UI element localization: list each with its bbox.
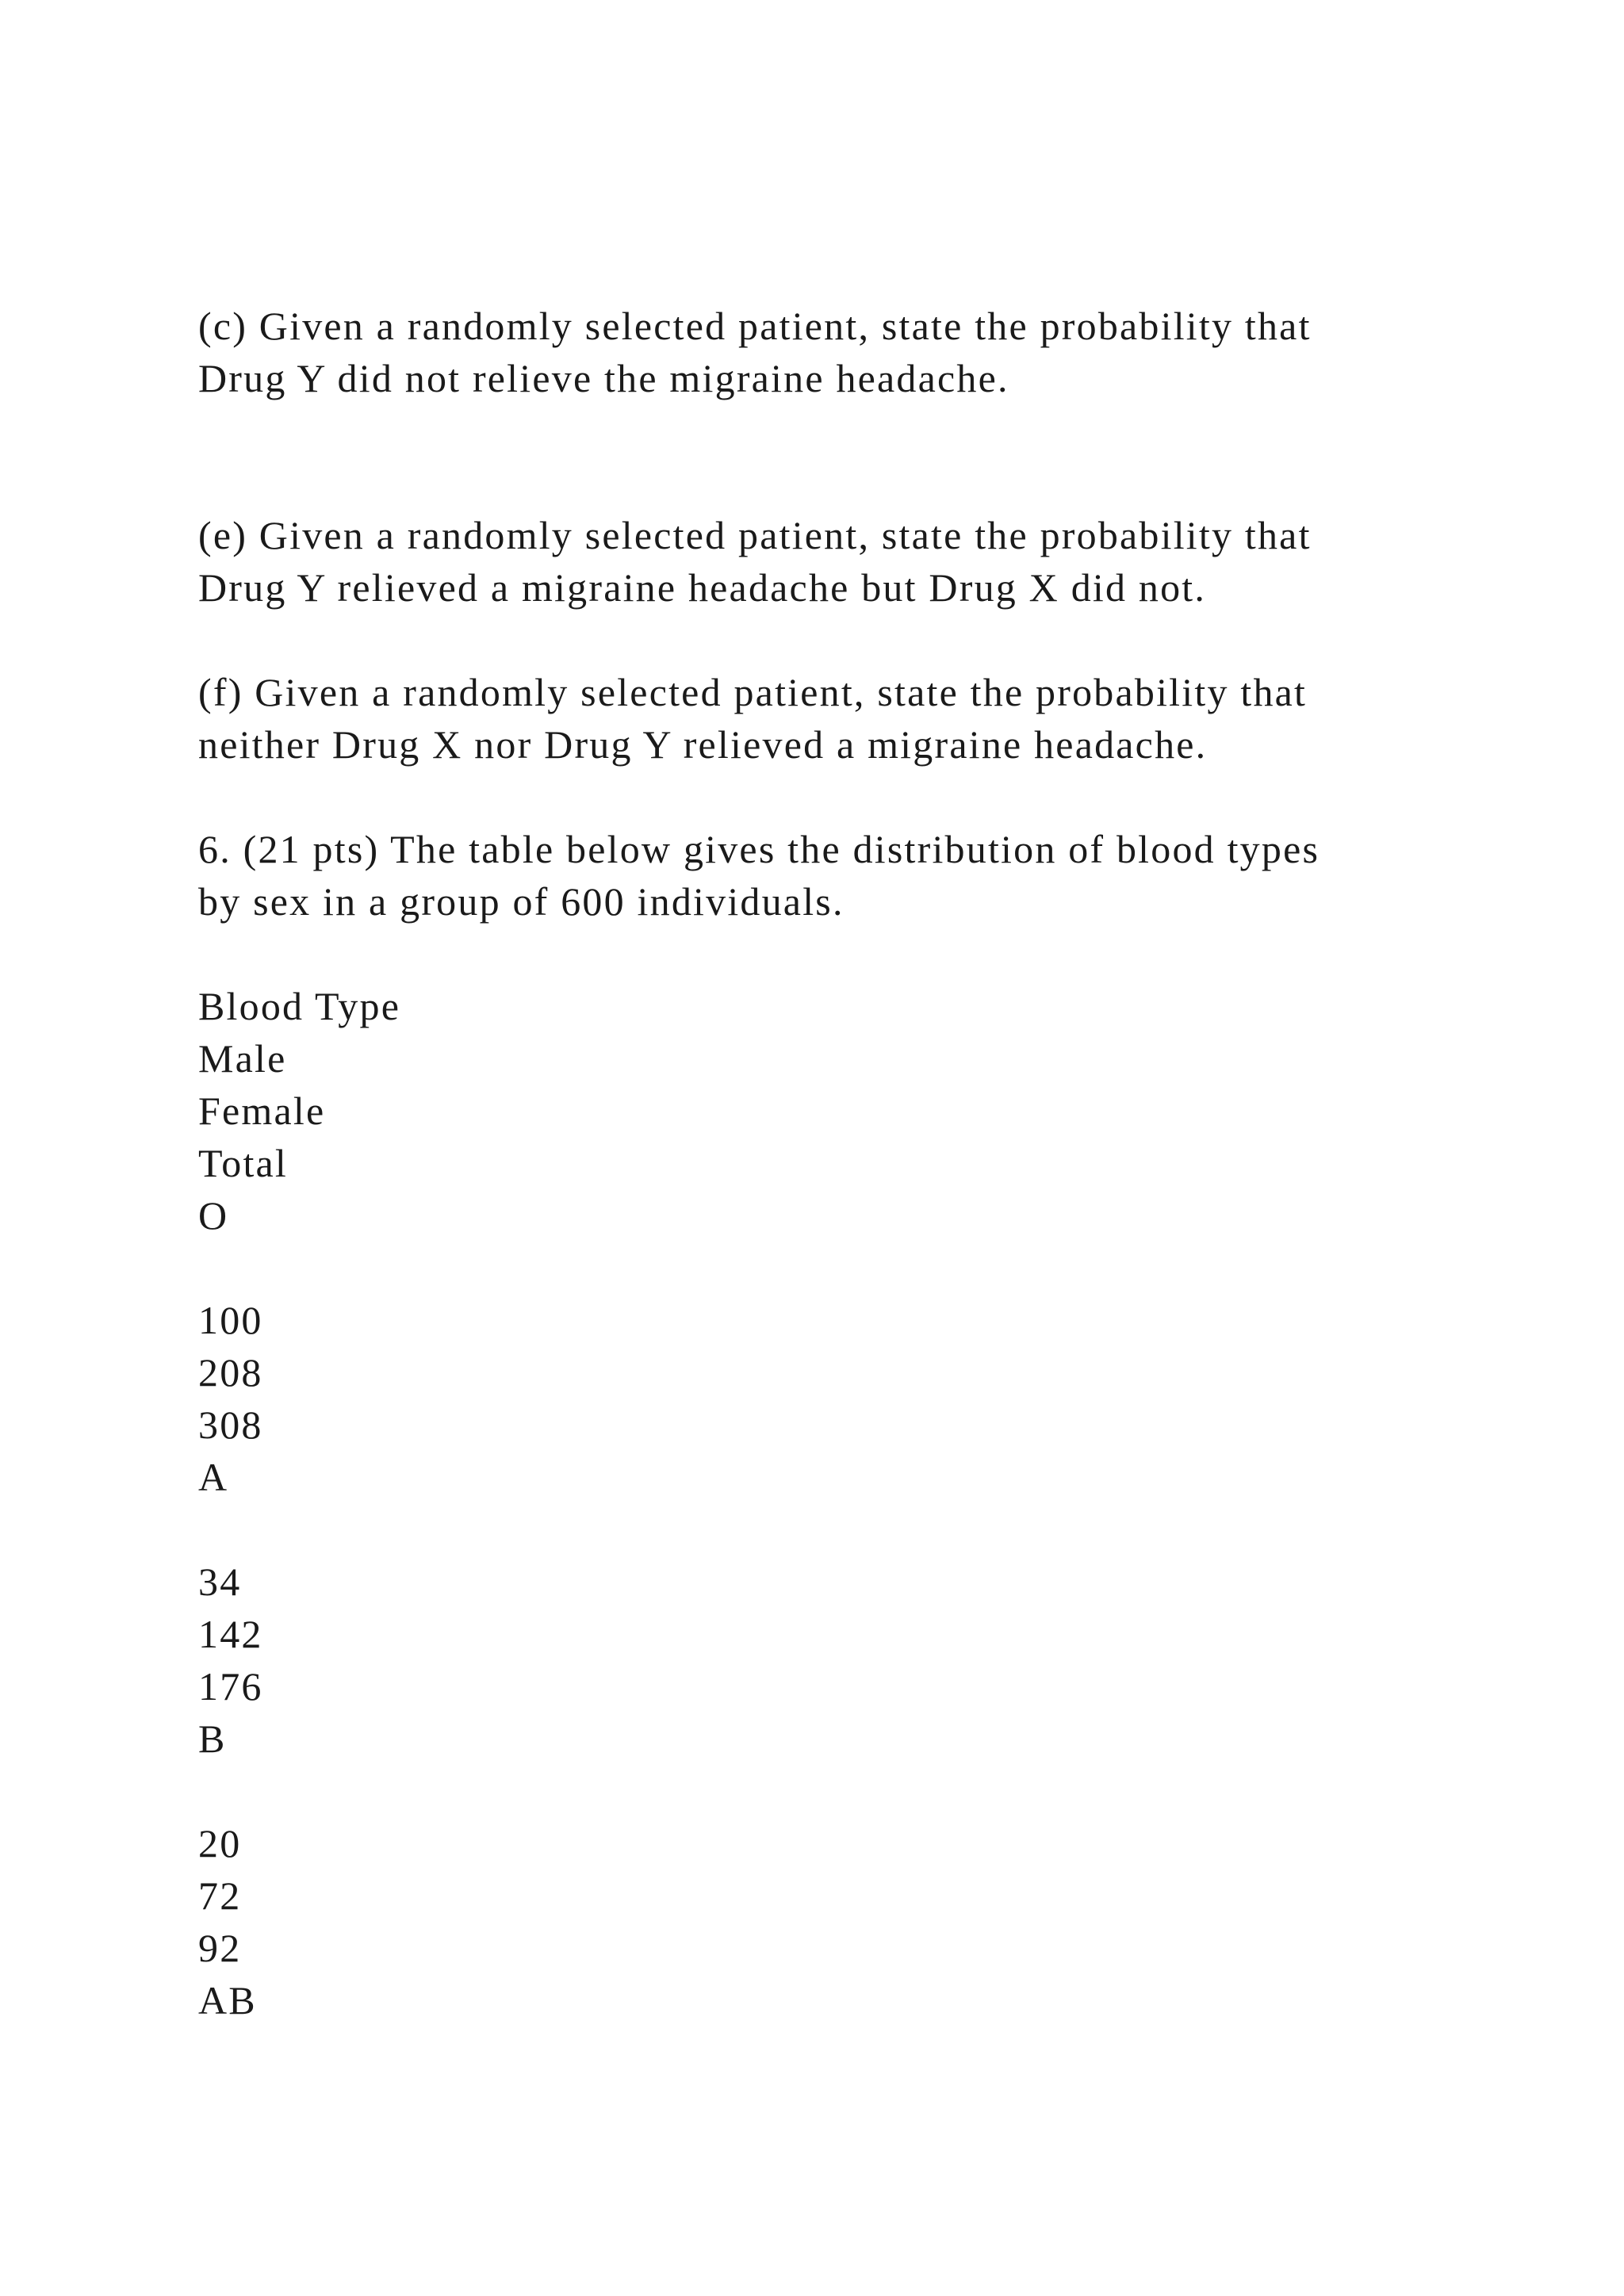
- question-e-line-2: Drug Y relieved a migraine headache but Drug X did not.: [198, 565, 1207, 610]
- question-6-line-1: 6. (21 pts) The table below gives the distribution of blood types: [198, 827, 1320, 871]
- table-header-female: Female: [198, 1089, 326, 1133]
- blood-type-table: [198, 980, 1562, 2026]
- table-row-male: 34: [198, 1559, 242, 1604]
- question-6-line-2: by sex in a group of 600 individuals.: [198, 879, 845, 924]
- table-row-male: 20: [198, 1821, 242, 1866]
- table-row-female: 208: [198, 1350, 263, 1395]
- table-row-type: A: [198, 1455, 229, 1499]
- question-e-line-1: (e) Given a randomly selected patient, state the probability that: [198, 513, 1312, 557]
- table-row-type: O: [198, 1193, 229, 1238]
- table-row-female: 142: [198, 1612, 263, 1656]
- table-row-total: 176: [198, 1664, 263, 1709]
- question-c: [198, 300, 1562, 404]
- table-empty-cell: [198, 1503, 1562, 1556]
- table-header-male: Male: [198, 1036, 287, 1081]
- question-f-line-2: neither Drug X nor Drug Y relieved a migraine headache.: [198, 722, 1208, 767]
- table-row-type: B: [198, 1716, 227, 1761]
- question-6: [198, 823, 1562, 928]
- question-f-line-1: (f) Given a randomly selected patient, state the probability that: [198, 670, 1308, 714]
- table-header-blood-type: Blood Type: [198, 984, 401, 1028]
- table-row-male: 100: [198, 1298, 263, 1342]
- question-f: [198, 666, 1562, 771]
- question-e: [198, 509, 1562, 614]
- table-empty-cell: [198, 1765, 1562, 1817]
- table-row-total: 92: [198, 1926, 242, 1970]
- table-empty-cell: [198, 1242, 1562, 1294]
- question-c-line-2: Drug Y did not relieve the migraine headache.: [198, 356, 1009, 400]
- table-row-female: 72: [198, 1873, 242, 1918]
- question-c-line-1: (c) Given a randomly selected patient, state the probability that: [198, 304, 1312, 348]
- table-row-type: AB: [198, 1978, 257, 2022]
- table-row-total: 308: [198, 1402, 263, 1447]
- table-header-total: Total: [198, 1141, 289, 1185]
